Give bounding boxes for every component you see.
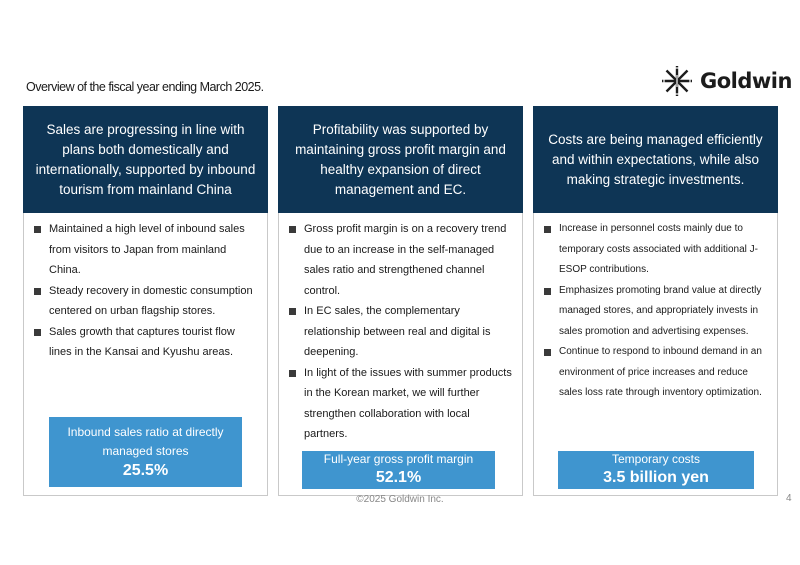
column-heading: Profitability was supported by maintaining gross profit margin and healthy expansion of direct management and EC. bbox=[278, 106, 523, 213]
goldwin-logo bbox=[660, 64, 792, 98]
bullet-item: Steady recovery in domestic consumption centered on urban flagship stores. bbox=[32, 281, 259, 322]
bullet-item: Maintained a high level of inbound sales from visitors to Japan from mainland China. bbox=[32, 219, 259, 281]
bullet-item: In EC sales, the complementary relationship between real and digital is deepening. bbox=[287, 301, 514, 363]
kpi-label: Inbound sales ratio at directly managed stores bbox=[67, 425, 224, 458]
column-body bbox=[533, 213, 778, 496]
bullet-item: Emphasizes promoting brand value at directly managed stores, and appropriately invests in sales promotion and advertising expenses. bbox=[542, 281, 769, 343]
kpi-label: Full-year gross profit margin bbox=[323, 452, 474, 466]
page-number: 4 bbox=[786, 493, 792, 504]
kpi-box bbox=[558, 451, 754, 489]
bullet-item: Gross profit margin is on a recovery trend due to an increase in the self-managed sales ratio and strengthened channel control. bbox=[287, 219, 514, 301]
column-sales bbox=[23, 106, 268, 496]
bullet-list bbox=[542, 219, 769, 404]
bullet-item: In light of the issues with summer products in the Korean market, we will further strengthen collaboration with local partners. bbox=[287, 363, 514, 445]
bullet-item: Continue to respond to inbound demand in an environment of price increases and reduce sales loss rate through inventory optimization. bbox=[542, 342, 769, 404]
column-body bbox=[278, 213, 523, 496]
column-body bbox=[23, 213, 268, 496]
kpi-value: 52.1% bbox=[375, 469, 422, 486]
kpi-label: Temporary costs bbox=[611, 452, 701, 466]
bullet-item: Sales growth that captures tourist flow lines in the Kansai and Kyushu areas. bbox=[32, 322, 259, 363]
bullet-list bbox=[287, 219, 514, 445]
kpi-value: 3.5 billion yen bbox=[603, 469, 709, 486]
column-heading: Sales are progressing in line with plans both domestically and internationally, supported by inbound tourism from mainland China bbox=[23, 106, 268, 213]
bullet-list bbox=[32, 219, 259, 363]
kpi-box bbox=[49, 417, 242, 487]
goldwin-star-icon bbox=[660, 64, 694, 98]
column-heading: Costs are being managed efficiently and within expectations, while also making strategic investments. bbox=[533, 106, 778, 213]
page-title: Overview of the fiscal year ending March 2025. bbox=[26, 80, 264, 94]
column-profitability bbox=[278, 106, 523, 496]
kpi-value: 25.5% bbox=[122, 462, 169, 479]
logo-text: Goldwin bbox=[700, 69, 792, 93]
kpi-box bbox=[302, 451, 495, 489]
copyright: ©2025 Goldwin Inc. bbox=[356, 494, 444, 505]
bullet-item: Increase in personnel costs mainly due to temporary costs associated with additional J-ESOP contributions. bbox=[542, 219, 769, 281]
column-costs bbox=[533, 106, 778, 496]
